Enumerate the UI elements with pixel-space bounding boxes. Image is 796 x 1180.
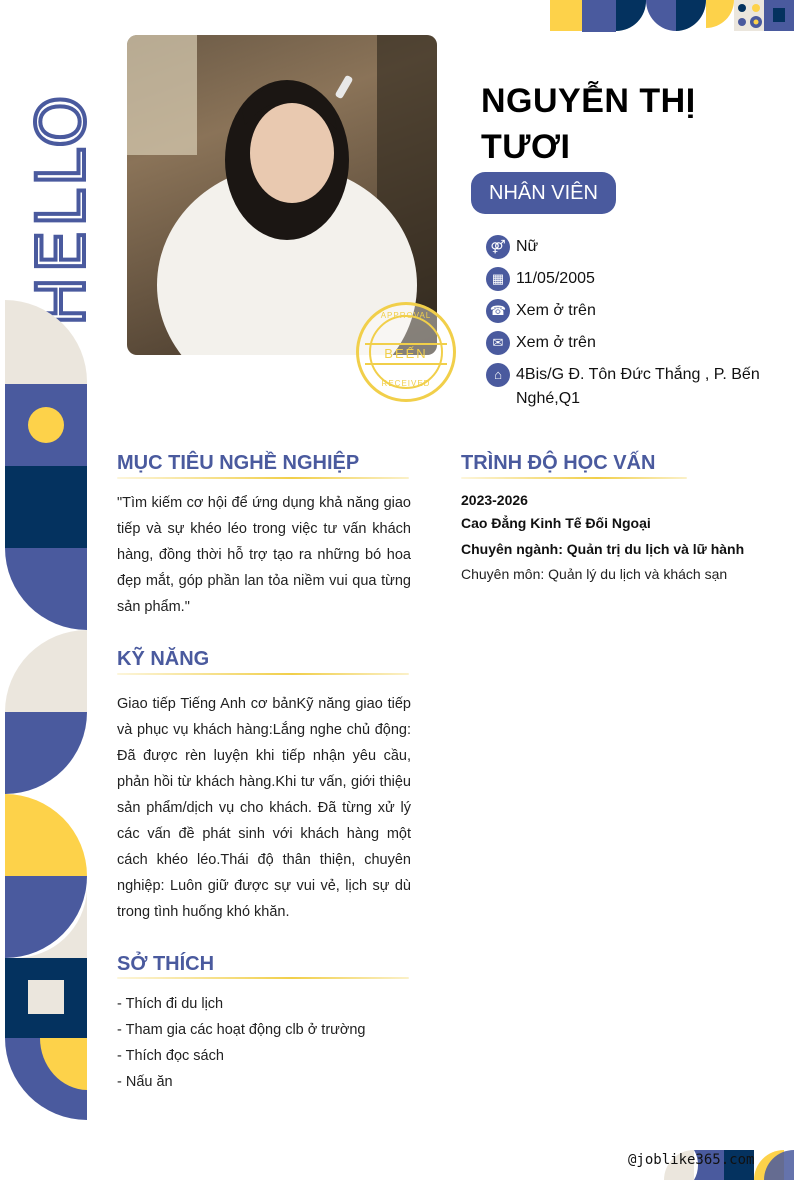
objective-text: "Tìm kiếm cơ hội để ứng dụng khả năng giao tiếp và sự khéo léo trong việc tư vấn khách hàng, đồng thời hỗ trợ tạo ra những bó hoa đẹp mắt, góp phần lan tỏa niềm vui qua từng sản phẩm." xyxy=(117,495,411,615)
hobby-item: - Thích đọc sách xyxy=(117,1048,224,1064)
education-heading: TRÌNH ĐỘ HỌC VẤN xyxy=(461,452,656,474)
top-decoration xyxy=(548,0,796,32)
home-icon: ⌂ xyxy=(486,363,510,387)
contact-birthday-text: 11/05/2005 xyxy=(516,270,595,287)
skills-heading: KỸ NĂNG xyxy=(117,648,210,670)
hobby-item: - Nấu ăn xyxy=(117,1074,173,1090)
calendar-icon: ▦ xyxy=(486,267,510,291)
contact-phone-text: Xem ở trên xyxy=(516,302,596,319)
hello-vertical-text: HELLO xyxy=(23,91,100,327)
contact-gender-text: Nữ xyxy=(516,238,539,255)
education-specialty: Chuyên môn: Quản lý du lịch và khách sạn xyxy=(461,566,728,582)
education-school: Cao Đẳng Kinh Tế Đối Ngoại xyxy=(461,515,651,531)
hobby-item: - Tham gia các hoạt động clb ở trường xyxy=(117,1022,366,1038)
hobby-item: - Thích đi du lịch xyxy=(117,996,224,1012)
gender-icon: ⚤ xyxy=(486,235,510,259)
left-decoration-strip xyxy=(5,300,87,1120)
email-icon: ✉ xyxy=(486,331,510,355)
hobbies-underline xyxy=(117,977,409,979)
education-major: Chuyên ngành: Quản trị du lịch và lữ hành xyxy=(461,541,745,557)
stamp-top-text: APPROVAL xyxy=(380,311,432,320)
education-underline xyxy=(461,477,687,479)
phone-icon: ☎ xyxy=(486,299,510,323)
received-stamp xyxy=(356,302,456,402)
education-years: 2023-2026 xyxy=(461,492,528,508)
objective-heading: MỤC TIÊU NGHỀ NGHIỆP xyxy=(117,452,360,474)
website-footer: @joblike365.com xyxy=(628,1152,755,1168)
skills-text: Giao tiếp Tiếng Anh cơ bảnKỹ năng giao tiếp và phục vụ khách hàng:Lắng nghe chủ động: Đã được rèn luyện khi tiếp nhận yêu cầu, phản hồi từ khách hàng.Khi tư vấn, giới thiệu sản phẩm/dịch vụ cho khách. Đã từng xử lý các vấn đề phát sinh với khách hàng một cách khéo léo.Thái độ thân thiện, chuyên nghiệp: Luôn giữ được sự vui vẻ, lịch sự dù trong tình huống khó khăn. xyxy=(117,696,411,920)
contact-email-text: Xem ở trên xyxy=(516,334,596,351)
candidate-name: NGUYỄN THỊ TƯƠI xyxy=(481,82,696,166)
hobbies-heading: SỞ THÍCH xyxy=(117,953,215,975)
stamp-bottom-text: RECEIVED xyxy=(381,379,431,388)
role-badge: NHÂN VIÊN xyxy=(471,172,616,214)
contact-address-text: 4Bis/G Đ. Tôn Đức Thắng , P. Bến Nghé,Q1 xyxy=(516,366,760,407)
skills-underline xyxy=(117,673,409,675)
objective-underline xyxy=(117,477,409,479)
stamp-center-text: BEẾN xyxy=(365,343,447,365)
